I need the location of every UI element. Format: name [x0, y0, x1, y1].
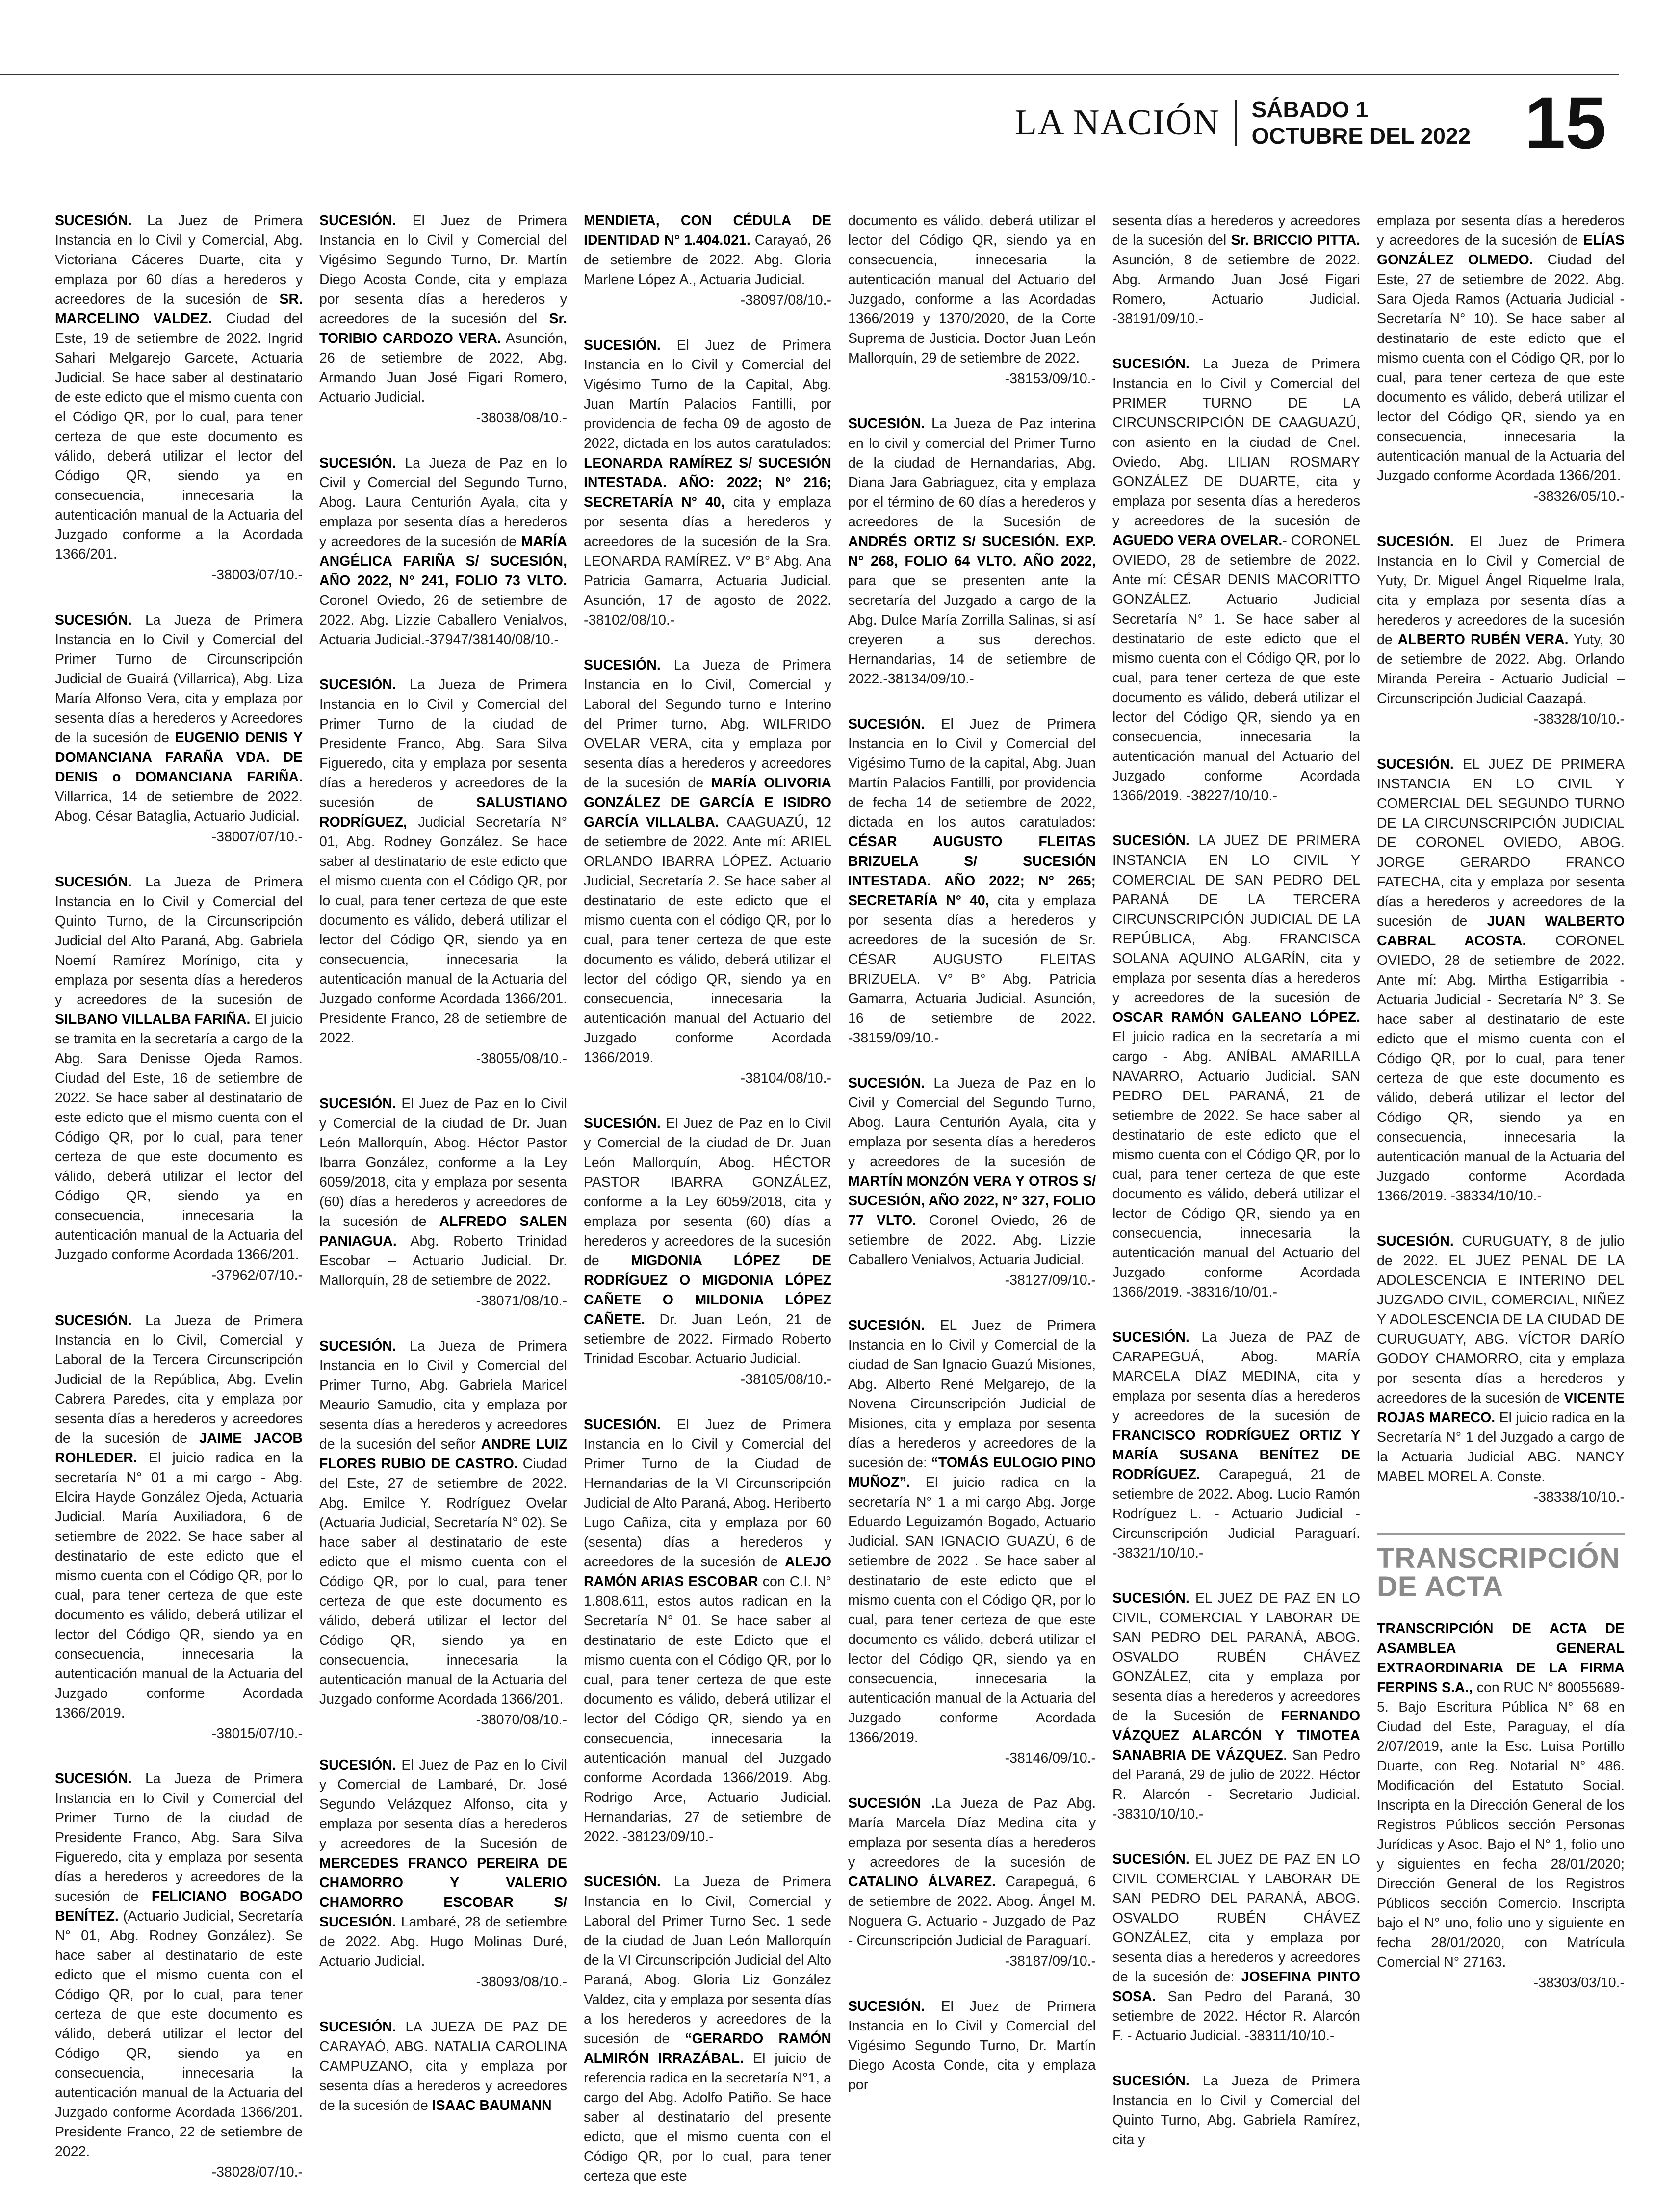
notice-text: EL JUEZ DE PRIMERA INSTANCIA EN LO CIVIL Y COMERCIAL DEL SEGUNDO TURNO DE LA CIRCUNSCRIPCIÓN JUDICIAL DE CORONEL OVIEDO, ABOG. JORGE GERARDO FRANCO FATECHA, cita y emplaza por sesenta días a herederos y acreedores de la sucesión de — [1377, 756, 1625, 929]
legal-notice — [848, 1073, 1096, 1290]
notice-text: La Jueza de Primera Instancia en lo Civil, Comercial y Laboral del Primer Turno Sec. 1 sede de la ciudad de Juan León Mallorquín de la VI Circunscripción Judicial del Alto Paraná, Abog. Gloria Liz González Valdez, cita y emplaza por sesenta días a los herederos y acreedores de la sucesión de — [584, 1874, 831, 2047]
notice-bold-text: ALBERTO RUBÉN VERA. — [1397, 632, 1569, 648]
legal-notice — [584, 1415, 831, 1847]
column-1 — [55, 211, 303, 2180]
legal-notice — [55, 211, 303, 585]
notice-bold-text: “TOMÁS EULOGIO PINO MUÑOZ”. — [848, 1455, 1096, 1490]
notice-reference-number: -38326/05/10.- — [1533, 489, 1625, 504]
notice-text: Coronel Oviedo, 26 de setiembre de 2022. Abg. Lizzie Caballero Venialvos, Actuaria Judicial. — [848, 1213, 1096, 1268]
notice-reference-number: -38071/08/10.- — [476, 1293, 567, 1309]
notice-bold-text: JOSEFINA PINTO SOSA. — [1112, 1969, 1360, 2004]
notice-bold-text: VICENTE ROJAS MARECO. — [1377, 1390, 1625, 1426]
legal-notice — [1112, 831, 1360, 1302]
notice-text: con C.I. N° 1.808.611, estos autos radican en la Secretaría N° 01. Se hace saber al destinatario de este Edicto que el mismo cuenta con el Código QR, por lo cual, para tener certeza de que este documento es válido, deberá utilizar el lector del Código QR, siendo ya en consecuencia, innecesaria la autenticación manual del Juzgado conforme Acordada 1366/2019. Abg. Rodrigo Arce, Actuario Judicial. Hernandarias, 27 de setiembre de 2022. -38123/09/10.- — [584, 1574, 831, 1845]
notice-bold-text: SUCESIÓN. — [1377, 534, 1454, 549]
notice-text: El Juez de Primera Instancia en lo Civil y Comercial del Vigésimo Turno de la Capital, Abg. Juan Martín Palacios Fantilli, por providencia de fecha 09 de agosto de 2022, dictada en los autos caratulados: — [584, 338, 831, 451]
notice-bold-text: SUCESIÓN. — [319, 1096, 396, 1112]
column-3 — [584, 211, 832, 2184]
legal-notice — [319, 1336, 567, 1730]
notice-text: La Jueza de Primera Instancia en lo Civil y Comercial del Primer Turno de la ciudad de Presidente Franco, Abg. Sara Silva Figueredo, cita y emplaza por sesenta días a herederos y acreedores de la sucesión de — [55, 1771, 303, 1904]
notice-text: para que se presenten ante la secretaría del Juzgado a cargo de la Abg. Dulce María Zorrilla Salinas, si así creyeren a sus derechos. Hernandarias, 14 de setiembre de 2022.-38134/09/10.- — [848, 573, 1096, 687]
notice-bold-text: TRANSCRIPCIÓN DE ACTA DE ASAMBLEA GENERAL EXTRAORDINARIA DE LA FIRMA FERPINS S.A., — [1377, 1621, 1625, 1695]
issue-day: SÁBADO 1 — [1251, 97, 1369, 122]
notice-bold-text: Sr. BRICCIO PITTA. — [1231, 233, 1360, 248]
notice-text: El juicio de referencia radica en la secretaría N°1, a cargo del Abg. Adolfo Patiño. Se hace saber al destinatario del presente edicto, que el mismo cuenta con el Código QR, por lo cual, para tener certeza que este — [584, 2051, 832, 2184]
notice-text: Judicial Secretaría N° 01, Abg. Rodney González. Se hace saber al destinatario de este edicto que el mismo cuenta con el Código QR, por lo cual, para tener certeza de que este documento es válido, deberá utilizar el lector del Código QR, siendo ya en consecuencia, innecesaria la autenticación manual de la Actuaria del Juzgado conforme Acordada 1366/201. Presidente Franco, 28 de setiembre de 2022. — [319, 814, 567, 1046]
notice-text: EL JUEZ DE PAZ EN LO CIVIL, COMERCIAL Y LABORAR DE SAN PEDRO DEL PARANÁ, ABOG. OSVALDO RUBÉN CHÁVEZ GONZÁLEZ, cita y emplaza por sesenta días a herederos y acreedores de la Sucesión de — [1112, 1590, 1360, 1724]
notice-bold-text: SUCESIÓN. — [55, 874, 132, 890]
notice-bold-text: MARÍA ANGÉLICA FARIÑA S/ SUCESIÓN, AÑO 2022, N° 241, FOLIO 73 VLTO. — [319, 534, 567, 589]
notice-text: Villarrica, 14 de setiembre de 2022. Abog. César Bataglia, Actuario Judicial. — [55, 789, 303, 824]
notice-text: El Juez de Paz en lo Civil y Comercial de la ciudad de Dr. Juan León Mallorquín, Abog. Héctor Pastor Ibarra González, conforme a la Ley 6059/2018, cita y emplaza por sesenta (60) días a herederos y acreedores de la sucesión de — [319, 1096, 567, 1229]
masthead-divider — [1235, 100, 1237, 146]
issue-date — [1252, 96, 1471, 149]
notice-text: La Jueza de PAZ de CARAPEGUÁ, Abog. MARÍA MARCELA DÍAZ MEDINA, cita y emplaza por sesenta días a herederos y acreedores de la sucesión de — [1112, 1329, 1360, 1424]
notice-reference-number: -38303/03/10.- — [1533, 1975, 1625, 1991]
legal-notice — [584, 336, 831, 630]
legal-notice — [1112, 1849, 1360, 2046]
notice-text: LA JUEZA DE PAZ DE CARAYAÓ, ABG. NATALIA CAROLINA CAMPUZANO, cita y emplaza por sesenta días a herederos y acreedores de la sucesión de — [319, 2019, 567, 2113]
issue-month-year: OCTUBRE DEL 2022 — [1251, 123, 1471, 149]
notice-text: - CORONEL OVIEDO, 28 de setiembre de 2022. Ante mí: CÉSAR DENIS MACORITTO GONZÁLEZ. Actuario Judicial Secretaría N° 1. Se hace saber al destinatario de este edicto que el mismo cuenta con el Código QR, por lo cual, para tener certeza de que este documento es válido, deberá utilizar el lector del Código QR, siendo ya en consecuencia, innecesaria la autenticación manual del Actuario del Juzgado conforme Acordada 1366/2019. -38227/10/10.- — [1112, 533, 1360, 804]
notice-bold-text: MARÍA OLIVORIA GONZÁLEZ DE GARCÍA E ISIDRO GARCÍA VILLALBA. — [584, 775, 831, 830]
notice-text: Carapeguá, 6 de setiembre de 2022. Abog. Ángel M. Noguera G. Actuario - Juzgado de Paz - Circunscripción Judicial de Paraguarí. — [848, 1874, 1096, 1949]
notice-text: El Juez de Primera Instancia en lo Civil y Comercial del Vigésimo Segundo Turno, Dr. Martín Diego Acosta Conde, cita y emplaza por sesenta días a herederos y acreedores de la sucesión del — [319, 213, 567, 327]
notice-bold-text: CÉSAR AUGUSTO FLEITAS BRIZUELA S/ SUCESIÓN INTESTADA. AÑO 2022; N° 265; SECRETARÍA N° 40, — [848, 834, 1096, 909]
notice-bold-text: SUCESIÓN. — [1112, 833, 1189, 849]
notice-reference-number: -38055/08/10.- — [476, 1051, 567, 1067]
notice-text: emplaza por sesenta días a herederos y acreedores de la sucesión de — [1377, 213, 1625, 248]
notice-text: La Jueza de Paz en lo Civil y Comercial del Segundo Turno, Abog. Laura Centurión Ayala, cita y emplaza por sesenta días a herederos y acreedores de la sucesión de — [319, 455, 567, 549]
notice-text: El Juez de Primera Instancia en lo Civil y Comercial del Primer Turno de la Ciudad de Hernandarias de la VI Circunscripción Judicial de Alto Paraná, Abog. Heriberto Lugo Cañiza, cita y emplaza por 60 (sesenta) días a herederos y acreedores de la sucesión de — [584, 1417, 831, 1570]
notice-text: Coronel Oviedo, 26 de setiembre de 2022. Abg. Lizzie Caballero Venialvos, Actuaria Judicial.-37947/38140/08/10.- — [319, 593, 567, 648]
section-heading — [1377, 1544, 1625, 1601]
notice-bold-text: SUCESIÓN. — [319, 213, 396, 229]
notice-bold-text: FELICIANO BOGADO BENÍTEZ. — [55, 1889, 303, 1924]
notices-columns — [55, 211, 1625, 2184]
notice-bold-text: ANDRÉS ORTIZ S/ SUCESIÓN. EXP. N° 268, FOLIO 64 VLTO. AÑO 2022, — [848, 534, 1096, 569]
notice-reference-number: -38070/08/10.- — [476, 1712, 567, 1728]
legal-notice — [1377, 1619, 1625, 1993]
notice-bold-text: SUCESIÓN. — [319, 677, 396, 693]
top-rule — [0, 74, 1619, 75]
notice-bold-text: “GERARDO RAMÓN ALMIRÓN IRRAZÁBAL. — [584, 2031, 831, 2066]
notice-text: Ciudad del Este, 27 de setiembre de 2022. Abg. Sara Ojeda Ramos (Actuaria Judicial - Secretaría N° 10). Se hace saber al destinatario de este edicto que el mismo cuenta con el Código QR, por lo cual, para tener certeza de que este documento es válido, deberá utilizar el lector del Código QR, siendo ya en consecuencia, innecesaria la autenticación manual de la Actuaria del Juzgado conforme Acordada 1366/201. — [1377, 252, 1625, 484]
notice-reference-number: -38015/07/10.- — [211, 1726, 303, 1742]
notice-text: Dr. Juan León, 21 de setiembre de 2022. Firmado Roberto Trinidad Escobar. Actuario Judicial. — [584, 1312, 831, 1367]
notice-text: LA JUEZ DE PRIMERA INSTANCIA EN LO CIVIL Y COMERCIAL DE SAN PEDRO DEL PARANÁ DE LA TERCERA CIRCUNSCRIPCIÓN JUDICIAL DE LA REPÚBLICA, Abg. FRANCISCA SOLANA AQUINO ALGARÍN, cita y emplaza por sesenta días a herederos y acreedores de la sucesión de — [1112, 833, 1360, 1006]
notice-text: El Juez de Paz en lo Civil y Comercial de Lambaré, Dr. José Segundo Velázquez Alfonso, cita y emplaza por sesenta días a herederos y acreedores de la Sucesión de — [319, 1757, 567, 1851]
legal-notice — [55, 872, 303, 1285]
legal-notice — [848, 1997, 1096, 2095]
notice-reference-number: -38028/07/10.- — [211, 2164, 303, 2180]
notice-bold-text: SUCESIÓN. — [1112, 1851, 1189, 1867]
notice-bold-text: CATALINO ÁLVAREZ. — [848, 1874, 996, 1890]
notice-text: El juicio radica en la secretaría N° 1 a mi cargo Abg. Jorge Eduardo Leguizamón Bogado, Actuario Judicial. SAN IGNACIO GUAZÚ, 6 de setiembre de 2022 . Se hace saber al destinatario de este edicto que el mismo cuenta con el Código QR, por lo cual, para tener certeza de que este documento es válido, deberá utilizar el lector del Código QR, siendo ya en consecuencia, innecesaria la autenticación manual de la Actuaria del Juzgado conforme Acordada 1366/2019. — [848, 1475, 1096, 1745]
page-number: 15 — [1525, 81, 1606, 164]
masthead — [1015, 81, 1606, 164]
notice-text: CORONEL OVIEDO, 28 de setiembre de 2022. Ante mí: Abg. Mirtha Estigarribia - Actuaria Judicial - Secretaría N° 3. Se hace saber al destinatario de este edicto que el mismo cuenta con el Código QR, por lo cual, para tener certeza de que este documento es válido, deberá utilizar el lector del Código QR, siendo ya en consecuencia, innecesaria la autenticación manual de la Actuaria del Juzgado conforme Acordada 1366/2019. -38334/10/10.- — [1377, 933, 1625, 1204]
notice-text: Asunción, 26 de setiembre de 2022, Abg. Armando Juan José Figari Romero, Actuario Judicial. — [319, 331, 567, 405]
notice-bold-text: ISAAC BAUMANN — [432, 2098, 552, 2113]
notice-text: cita y emplaza por sesenta días a herederos y acreedores de la sucesión de la Sra. LEONARDA RAMÍREZ. V° B° Abg. Ana Patricia Gamarra, Actuaria Judicial. Asunción, 17 de agosto de 2022. -38102/08/10.- — [584, 494, 831, 628]
notice-bold-text: SUCESIÓN. — [55, 1313, 132, 1328]
notice-text: El Juez de Primera Instancia en lo Civil y Comercial de Yuty, Dr. Miguel Ángel Riquelme Irala, cita y emplaza por sesenta días a herederos y acreedores de la sucesión de — [1377, 534, 1625, 648]
notice-bold-text: SALUSTIANO RODRÍGUEZ, — [319, 795, 567, 830]
notice-bold-text: SUCESIÓN. — [1112, 356, 1189, 372]
column-2 — [319, 211, 567, 2114]
notice-text: El Juez de Primera Instancia en lo Civil y Comercial del Vigésimo Turno de la capital, Abg. Juan Martín Palacios Fantilli, por providencia de fecha 14 de setiembre de 2022, dictada en los autos caratulados: — [848, 716, 1096, 830]
legal-notice — [848, 1794, 1096, 1971]
notice-bold-text: SUCESIÓN. — [848, 716, 925, 732]
notice-bold-text: AGUEDO VERA OVELAR. — [1112, 533, 1283, 548]
notice-bold-text: SUCESIÓN. — [1377, 1233, 1454, 1249]
notice-text: La Jueza de Primera Instancia en lo Civil y Comercial del Primer Turno de la ciudad de Presidente Franco, Abg. Sara Silva Figueredo, cita y emplaza por sesenta días a herederos y acreedores de la sucesión de — [319, 677, 567, 810]
notice-text: La Jueza de Primera Instancia en lo Civil y Comercial del Quinto Turno, Abg. Gabriela Ramírez, cita y — [1112, 2073, 1360, 2148]
notice-text: Asunción, 8 de setiembre de 2022. Abg. Armando Juan José Figari Romero, Actuario Judicial. -38191/09/10.- — [1112, 252, 1360, 327]
notice-text: San Pedro del Paraná, 30 setiembre de 2022. Héctor R. Alarcón F. - Actuario Judicial. -38311/10/10.- — [1112, 1989, 1360, 2044]
notice-text: con RUC N° 80055689-5. Bajo Escritura Pública N° 68 en Ciudad del Este, Paraguay, el día 2/07/2019, ante la Esc. Luisa Portillo Duarte, con Reg. Notarial N° 486. Modificación del Estatuto Social. Inscripta en la Dirección General de los Registros Públicos sección Personas Jurídicas y Asoc. Bajo el N° 1, folio uno y siguientes en fecha 28/01/2020; Dirección General de los Registros Públicos sección Comercio. Inscripta bajo el N° uno, folio uno y siguiente en fecha 28/01/2020, con Matrícula Comercial N° 27163. — [1377, 1680, 1625, 1970]
notice-reference-number: -38007/07/10.- — [211, 829, 303, 845]
notice-bold-text: OSCAR RAMÓN GALEANO LÓPEZ. — [1112, 1010, 1360, 1025]
legal-notice — [1377, 1231, 1625, 1507]
notice-bold-text: SUCESIÓN. — [584, 1417, 661, 1432]
legal-notice — [1112, 211, 1360, 329]
notice-bold-text: SUCESIÓN. — [584, 338, 661, 353]
notice-text: CAAGUAZÚ, 12 de setiembre de 2022. Ante mí: ARIEL ORLANDO IBARRA LÓPEZ. Actuario Judicial, Secretaría 2. Se hace saber al destinatario de este edicto que el mismo cuenta con el código QR, por lo cual, para tener certeza de que este documento es válido, deberá utilizar el lector del código QR, siendo ya en consecuencia, innecesaria la autenticación manual del Actuario del Juzgado conforme Acordada 1366/2019. — [584, 814, 831, 1066]
notice-text: Lambaré, 28 de setiembre de 2022. Abg. Hugo Molinas Duré, Actuario Judicial. — [319, 1914, 567, 1969]
legal-notice — [55, 1769, 303, 2182]
column-6 — [1377, 211, 1625, 2114]
notice-text: La Jueza de Primera Instancia en lo Civil y Comercial del Primer Turno de Circunscripción Judicial de Guairá (Villarrica), Abg. Liza María Alfonso Vera, cita y emplaza por sesenta días a herederos y Acreedores de la sucesión de — [55, 612, 303, 746]
legal-notice — [1112, 1327, 1360, 1563]
notice-bold-text: MARTÍN MONZÓN VERA Y OTROS S/ SUCESIÓN, AÑO 2022, N° 327, FOLIO 77 VLTO. — [848, 1173, 1096, 1228]
notice-reference-number: -38003/07/10.- — [211, 567, 303, 583]
notice-text: . San Pedro del Paraná, 29 de julio de 2022. Héctor R. Alarcón - Secretario Judicial. -38310/10/10.- — [1112, 1747, 1360, 1822]
legal-notice — [55, 610, 303, 847]
notice-text: La Jueza de Primera Instancia en lo Civil, Comercial y Laboral del Segundo turno e Interino del Primer turno, Abg. WILFRIDO OVELAR VERA, cita y emplaza por sesenta días a herederos y acreedores de la sucesión de — [584, 657, 831, 791]
notice-bold-text: ANDRE LUIZ FLORES RUBIO DE CASTRO. — [319, 1436, 568, 1472]
notice-text: El juicio radica en la secretaría N° 01 a mi cargo - Abg. Elcira Hayde González Ojeda, Actuaria Judicial. María Auxiliadora, 6 de setiembre de 2022. Se hace saber al destinatario de este edicto que el mismo cuenta con el Código QR, por lo cual, para tener certeza de que este documento es válido, deberá utilizar el lector del Código QR, siendo ya en consecuencia, innecesaria la autenticación manual de la Actuaria del Juzgado conforme Acordada 1366/2019. — [55, 1450, 303, 1721]
notice-reference-number: -37962/07/10.- — [211, 1268, 303, 1283]
notice-bold-text: SUCESIÓN. — [848, 1318, 925, 1333]
notice-bold-text: SUCESIÓN. — [1112, 1329, 1189, 1345]
notice-text: La Juez de Primera Instancia en lo Civil y Comercial, Abg. Victoriana Cáceres Duarte, cita y emplaza por 60 días a herederos y acreedores de la sucesión de — [55, 213, 303, 307]
notice-bold-text: SUCESIÓN. — [55, 213, 132, 229]
section-rule — [1377, 1533, 1625, 1535]
notice-reference-number: -38127/09/10.- — [1005, 1273, 1096, 1288]
notice-bold-text: SILBANO VILLALBA FARIÑA. — [55, 1012, 251, 1027]
legal-notice — [1377, 755, 1625, 1206]
legal-notice — [848, 414, 1096, 689]
legal-notice — [319, 453, 567, 650]
notice-reference-number: -38093/08/10.- — [476, 1974, 567, 1990]
notice-text: El Juez de Primera Instancia en lo Civil y Comercial del Vigésimo Segundo Turno, Dr. Martín Diego Acosta Conde, cita y emplaza por — [848, 1999, 1096, 2093]
notice-text: La Jueza de Primera Instancia en lo Civil y Comercial del Primer Turno, Abg. Gabriela Maricel Meaurio Samudio, cita y emplaza por sesenta días a herederos y acreedores de la sucesión del señor — [319, 1338, 567, 1452]
legal-notice — [584, 1114, 831, 1389]
notice-bold-text: FRANCISCO RODRÍGUEZ ORTIZ Y MARÍA SUSANA BENÍTEZ DE RODRÍGUEZ. — [1112, 1428, 1360, 1483]
notice-text: Yuty, 30 de setiembre de 2022. Abg. Orlando Miranda Pereira - Actuario Judicial – Circunscripción Judicial Caazapá. — [1377, 632, 1625, 706]
notice-bold-text: LEONARDA RAMÍREZ S/ SUCESIÓN INTESTADA. AÑO: 2022; N° 216; SECRETARÍA N° 40, — [584, 455, 831, 510]
notice-text: La Jueza de Paz Abg. María Marcela Díaz Medina cita y emplaza por sesenta días a herederos y acreedores de la sucesión de — [848, 1796, 1096, 1870]
notice-reference-number: -38146/09/10.- — [1005, 1750, 1096, 1766]
legal-notice — [1112, 354, 1360, 806]
notice-text: sesenta días a herederos y acreedores de la sucesión del — [1112, 213, 1360, 248]
notice-reference-number: -38038/08/10.- — [476, 410, 567, 426]
legal-notice — [1377, 532, 1625, 729]
notice-bold-text: SR. MARCELINO VALDEZ. — [55, 291, 303, 327]
column-4 — [848, 211, 1096, 2114]
notice-text: El juicio radica en la Secretaría N° 1 del Juzgado a cargo de la Actuaria Judicial ABG. NANCY MABEL MOREL A. Conste. — [1377, 1410, 1625, 1484]
notice-text: La Jueza de Primera Instancia en lo Civil y Comercial del Quinto Turno, de la Circunscripción Judicial del Alto Paraná, Abg. Gabriela Noemí Ramírez Morínigo, cita y emplaza por sesenta días a herederos y acreedores de la sucesión de — [55, 874, 303, 1008]
newspaper-logo: LA NACIÓN — [1014, 102, 1220, 143]
legal-notice — [848, 1316, 1096, 1768]
notice-text: Ciudad del Este, 19 de setiembre de 2022. Ingrid Sahari Melgarejo Garcete, Actuaria Judicial. Se hace saber al destinatario de este edicto que el mismo cuenta con el Código QR, por lo cual, para tener certeza de que este documento es válido, deberá utilizar el lector del Código QR, siendo ya en consecuencia, innecesaria la autenticación manual de la Actuaria del Juzgado conforme a la Acordada 1366/201. — [55, 311, 303, 562]
notice-reference-number: -38153/09/10.- — [1005, 371, 1096, 387]
column-5 — [1112, 211, 1360, 2148]
legal-notice — [1112, 2071, 1360, 2150]
notice-text: El juicio radica en la secretaría a mi cargo - Abg. ANÍBAL AMARILLA NAVARRO, Actuario Judicial. SAN PEDRO DEL PARANÁ, 21 de setiembre de 2022. Se hace saber al destinatario de este edicto que el mismo cuenta con el Código QR, por lo cual, para tener certeza de que este documento es válido, deberá utilizar el lector de Código QR, siendo ya en consecuencia, innecesaria la autenticación manual del Actuario del Juzgado conforme Acordada 1366/2019. -38316/10/01.- — [1112, 1029, 1360, 1300]
notice-text: (Actuario Judicial, Secretaría N° 01, Abg. Rodney González). Se hace saber al destinatario de este edicto que el mismo cuenta con el Código QR, por lo cual, para tener certeza de que este documento es válido, deberá utilizar el lector del Código QR, siendo ya en consecuencia, innecesaria la autenticación manual de la Actuaria del Juzgado conforme Acordada 1366/201. Presidente Franco, 22 de setiembre de 2022. — [55, 1908, 303, 2160]
legal-notice — [848, 714, 1096, 1048]
notice-text: Carapeguá, 21 de setiembre de 2022. Abog. Lucio Ramón Rodríguez L. - Actuario Judicial - Circunscripción Judicial Paraguarí. -38321/10/10.- — [1112, 1467, 1360, 1561]
notice-bold-text: JUAN WALBERTO CABRAL ACOSTA. — [1377, 913, 1625, 949]
notice-reference-number: -38105/08/10.- — [740, 1372, 831, 1387]
legal-notice — [584, 655, 831, 1088]
notice-text: Abg. Roberto Trinidad Escobar – Actuario Judicial. Dr. Mallorquín, 28 de setiembre de 2022. — [319, 1233, 567, 1288]
legal-notice — [584, 1872, 831, 2186]
notice-bold-text: MIGDONIA LÓPEZ DE RODRÍGUEZ O MIGDONIA LÓPEZ CAÑETE O MILDONIA LÓPEZ CAÑETE. — [584, 1253, 831, 1327]
notice-bold-text: SUCESIÓN. — [848, 1999, 925, 2014]
notice-reference-number: -38104/08/10.- — [740, 1070, 831, 1086]
notice-bold-text: SUCESIÓN. — [1112, 1590, 1189, 1606]
notice-bold-text: ALFREDO SALEN PANIAGUA. — [319, 1214, 567, 1249]
notice-reference-number: -38328/10/10.- — [1533, 711, 1625, 727]
notice-bold-text: ELÍAS GONZÁLEZ OLMEDO. — [1377, 233, 1625, 268]
notice-reference-number: -38338/10/10.- — [1533, 1489, 1625, 1505]
legal-notice — [319, 2017, 567, 2115]
notice-bold-text: EUGENIO DENIS Y DOMANCIANA FARAÑA VDA. DE DENIS o DOMANCIANA FARIÑA. — [55, 730, 303, 785]
notice-bold-text: ALEJO RAMÓN ARIAS ESCOBAR — [584, 1554, 831, 1589]
notice-bold-text: SUCESIÓN. — [319, 2019, 396, 2035]
notice-text: documento es válido, deberá utilizar el lector del Código QR, siendo ya en consecuencia, innecesaria la autenticación manual del Actuario del Juzgado, conforme a las Acordadas 1366/2019 y 1370/2020, de la Corte Suprema de Justicia. Doctor Juan León Mallorquín, 29 de setiembre de 2022. — [848, 213, 1096, 366]
legal-notice — [584, 211, 831, 310]
notice-text: Carayaó, 26 de setiembre de 2022. Abg. Gloria Marlene López A., Actuaria Judicial. — [584, 233, 831, 287]
notice-bold-text: SUCESIÓN. — [584, 1874, 661, 1890]
notice-bold-text: SUCESIÓN. — [55, 1771, 132, 1787]
notice-bold-text: SUCESIÓN . — [848, 1796, 935, 1811]
notice-reference-number: -38097/08/10.- — [740, 292, 831, 308]
notice-text: La Jueza de Primera Instancia en lo Civil y Comercial del PRIMER TURNO DE LA CIRCUNSCRIPCIÓN DE CAAGUAZÚ, con asiento en la ciudad de Cnel. Oviedo, Abg. LILIAN ROSMARY GONZÁLEZ DE DUARTE, cita y emplaza por sesenta días a herederos y acreedores de la sucesión de — [1112, 356, 1360, 529]
legal-notice — [1112, 1588, 1360, 1824]
notice-text: cita y emplaza por sesenta días a herederos y acreedores de la sucesión de Sr. CÉSAR AUGUSTO FLEITAS BRIZUELA. V° B° Abg. Patricia Gamarra, Actuaria Judicial. Asunción, 16 de setiembre de 2022. -38159/09/10.- — [848, 893, 1096, 1046]
section-heading-line: TRANSCRIPCIÓN — [1377, 1542, 1621, 1574]
notice-bold-text: SUCESIÓN. — [319, 455, 396, 471]
notice-bold-text: SUCESIÓN. — [584, 657, 661, 673]
legal-notice — [319, 1094, 567, 1311]
notice-bold-text: SUCESIÓN. — [1112, 2073, 1189, 2089]
notice-reference-number: -38187/09/10.- — [1005, 1953, 1096, 1969]
legal-notice — [848, 211, 1096, 389]
legal-notice — [319, 675, 567, 1068]
section-heading-line: DE ACTA — [1377, 1571, 1504, 1603]
notice-text: EL Juez de Primera Instancia en lo Civil y Comercial de la ciudad de San Ignacio Guazú Misiones, Abg. Alberto René Melgarejo, de la Novena Circunscripción Judicial de Misiones, cita y emplaza por sesenta días a herederos y acreedores de la sucesión de: — [848, 1318, 1096, 1471]
notice-bold-text: JAIME JACOB ROHLEDER. — [55, 1431, 303, 1466]
notice-text: Ciudad del Este, 27 de setiembre de 2022. Abg. Emilce Y. Rodríguez Ovelar (Actuaria Judicial, Secretaría N° 02). Se hace saber al destinatario de este edicto que el mismo cuenta con el Código QR, por lo cual, para tener certeza de que este documento es válido, deberá utilizar el lector del Código QR, siendo ya en consecuencia, innecesaria la autenticación manual de la Actuaria del Juzgado conforme Acordada 1366/201. — [319, 1456, 567, 1707]
notice-text: La Jueza de Primera Instancia en lo Civil, Comercial y Laboral de la Tercera Circunscripción Judicial de la República, Abg. Evelin Cabrera Paredes, cita y emplaza por sesenta días a herederos y acreedores de la sucesión de — [55, 1313, 303, 1446]
notice-bold-text: MERCEDES FRANCO PEREIRA DE CHAMORRO Y VALERIO CHAMORRO ESCOBAR S/ SUCESIÓN. — [319, 1855, 567, 1930]
legal-notice — [319, 1755, 567, 1992]
notice-bold-text: Sr. TORIBIO CARDOZO VERA. — [319, 311, 567, 346]
notice-bold-text: FERNANDO VÁZQUEZ ALARCÓN Y TIMOTEA SANABRIA DE VÁZQUEZ — [1112, 1708, 1360, 1763]
legal-notice — [55, 1311, 303, 1744]
notice-text: CURUGUATY, 8 de julio de 2022. EL JUEZ PENAL DE LA ADOLESCENCIA E INTERINO DEL JUZGADO CIVIL, COMERCIAL, NIÑEZ Y ADOLESCENCIA DE LA CIUDAD DE CURUGUATY, ABG. VÍCTOR DARÍO GODOY CHAMORRO, cita y emplaza por sesenta días a herederos y acreedores de la sucesión de — [1377, 1233, 1625, 1406]
legal-notice — [1377, 211, 1625, 506]
notice-bold-text: SUCESIÓN. — [319, 1338, 396, 1354]
notice-text: El juicio se tramita en la secretaría a cargo de la Abg. Sara Denisse Ojeda Ramos. Ciudad del Este, 16 de setiembre de 2022. Se hace saber al destinatario de este edicto que el mismo cuenta con el Código QR, por lo cual, para tener certeza de que este documento es válido, deberá utilizar el lector del Código QR, siendo ya en consecuencia, innecesaria la autenticación manual de la Actuaria del Juzgado conforme Acordada 1366/201. — [55, 1012, 303, 1263]
notice-text: El Juez de Paz en lo Civil y Comercial de la ciudad de Dr. Juan León Mallorquín, Abog. HÉCTOR PASTOR IBARRA GONZÁLEZ, conforme a la Ley 6059/2018, cita y emplaza por sesenta (60) días a herederos y acreedores de la sucesión de — [584, 1116, 831, 1269]
notice-bold-text: SUCESIÓN. — [848, 416, 925, 432]
notice-bold-text: SUCESIÓN. — [848, 1075, 925, 1091]
notice-bold-text: SUCESIÓN. — [1377, 756, 1454, 772]
legal-notice — [319, 211, 567, 428]
notice-bold-text: MENDIETA, CON CÉDULA DE IDENTIDAD N° 1.404.021. — [584, 213, 831, 248]
notice-bold-text: SUCESIÓN. — [55, 612, 132, 628]
notice-bold-text: SUCESIÓN. — [584, 1116, 661, 1131]
notice-text: La Jueza de Paz interina en lo civil y comercial del Primer Turno de la ciudad de Hernandarias, Abg. Diana Jara Gabriaguez, cita y emplaza por el término de 60 días a herederos y acreedores de la Sucesión de — [848, 416, 1096, 530]
notice-text: EL JUEZ DE PAZ EN LO CIVIL COMERCIAL Y LABORAR DE SAN PEDRO DEL PARANÁ, ABOG. OSVALDO RUBÉN CHÁVEZ GONZÁLEZ, cita y emplaza por sesenta días a herederos y acreedores de la sucesión de: — [1112, 1851, 1360, 1985]
notice-bold-text: SUCESIÓN. — [319, 1757, 396, 1773]
notice-text: La Jueza de Paz en lo Civil y Comercial del Segundo Turno, Abog. Laura Centurión Ayala, cita y emplaza por sesenta días a herederos y acreedores de la sucesión de — [848, 1075, 1096, 1170]
